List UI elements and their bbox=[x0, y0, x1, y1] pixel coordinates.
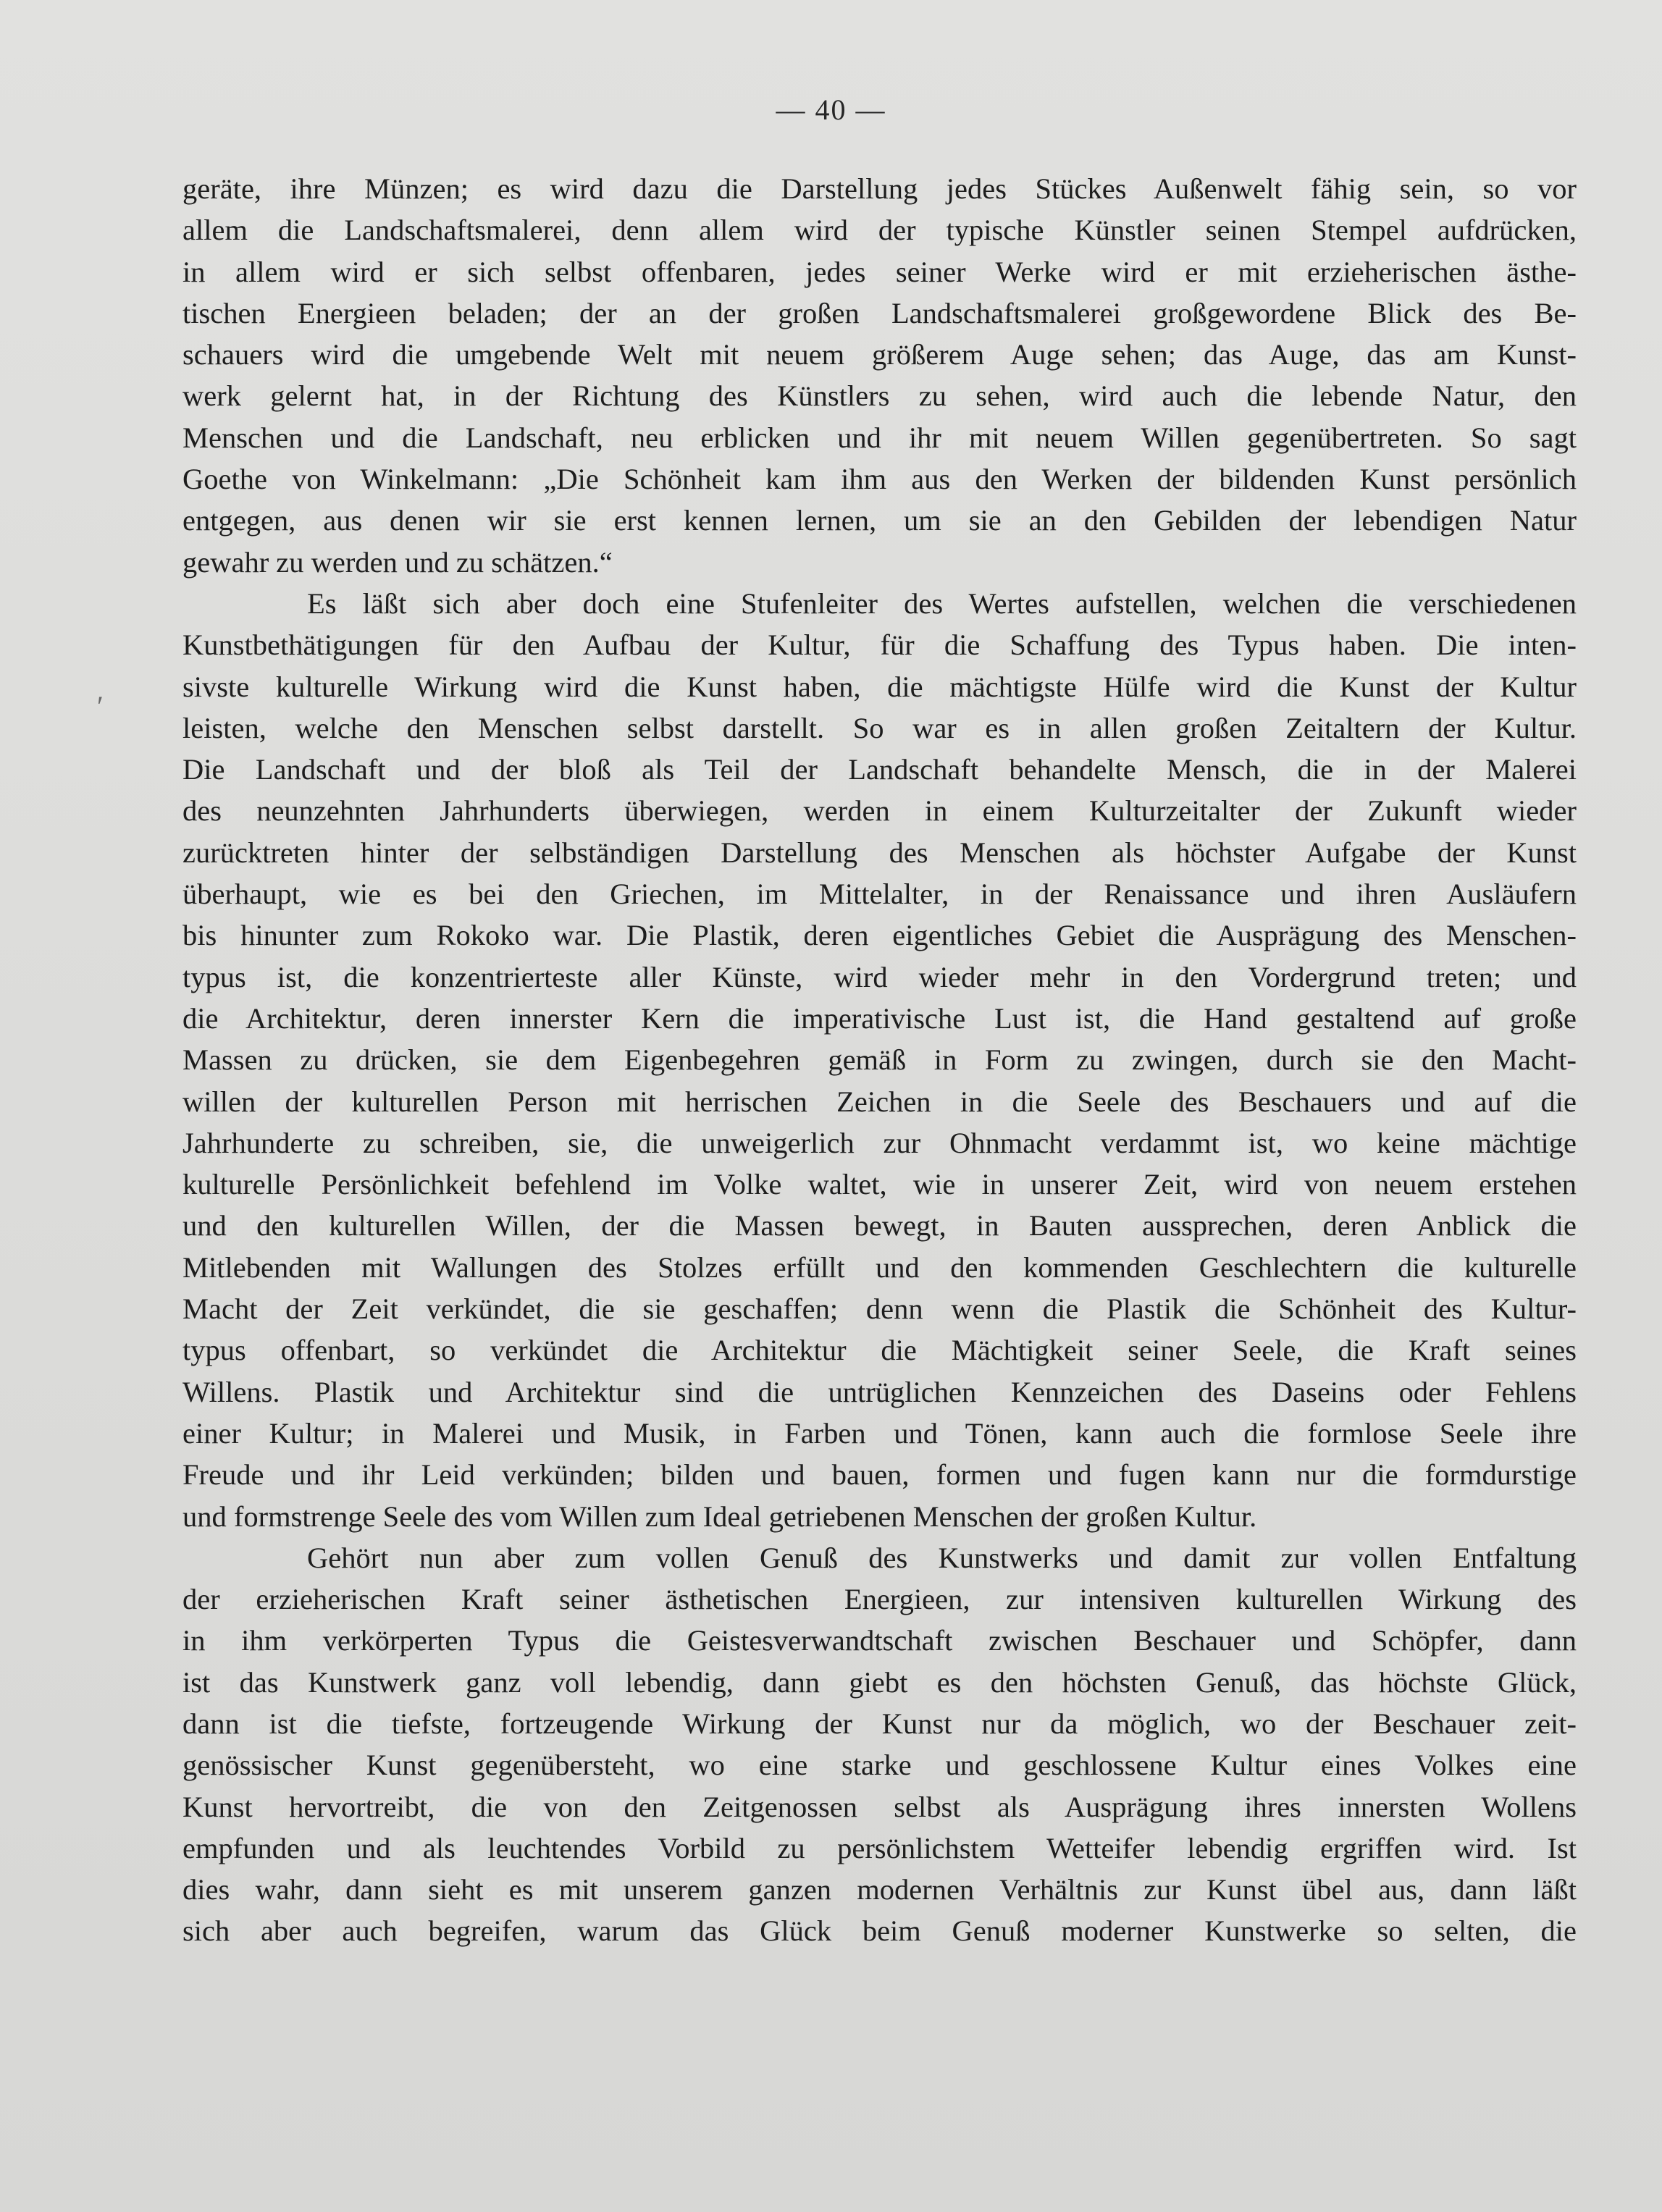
text-line bbox=[182, 1869, 1577, 1910]
text-line-content: Freude und ihr Leid verkünden; bilden und bauen, formen und fugen kann nur die formdurstige bbox=[182, 1458, 1577, 1492]
text-line bbox=[182, 1205, 1577, 1246]
text-line bbox=[182, 1620, 1577, 1661]
text-line bbox=[182, 1454, 1577, 1495]
text-line bbox=[182, 832, 1577, 873]
text-line bbox=[182, 1039, 1577, 1080]
text-line bbox=[182, 251, 1577, 293]
text-line-content: empfunden und als leuchtendes Vorbild zu persönlichstem Wetteifer lebendig ergriffen wird. Ist bbox=[182, 1831, 1577, 1864]
text-line-content: leisten, welche den Menschen selbst darstellt. So war es in allen großen Zeitaltern der Kultur. bbox=[182, 711, 1577, 744]
text-line-content: bis hinunter zum Rokoko war. Die Plastik, deren eigentliches Gebiet die Ausprägung des Menschen- bbox=[182, 919, 1577, 952]
text-line bbox=[182, 293, 1577, 334]
text-line bbox=[182, 168, 1577, 209]
text-line bbox=[182, 375, 1577, 416]
text-line-content: Kunst hervortreibt, die von den Zeitgenossen selbst als Ausprägung ihres innersten Wollens bbox=[182, 1790, 1577, 1823]
text-line bbox=[182, 458, 1577, 500]
text-line bbox=[182, 1371, 1577, 1413]
body-text bbox=[182, 168, 1577, 1952]
text-line bbox=[182, 998, 1577, 1039]
text-line bbox=[182, 749, 1577, 790]
text-line-content: Macht der Zeit verkündet, die sie geschaffen; denn wenn die Plastik die Schönheit des Kultur- bbox=[182, 1292, 1577, 1326]
text-line bbox=[182, 1164, 1577, 1205]
text-line bbox=[182, 1828, 1577, 1869]
text-line-content: und den kulturellen Willen, der die Massen bewegt, in Bauten aussprechen, deren Anblick die bbox=[182, 1209, 1577, 1242]
text-line-content: dies wahr, dann sieht es mit unserem ganzen modernen Verhältnis zur Kunst übel aus, dann läßt bbox=[182, 1873, 1577, 1906]
text-line-content: ist das Kunstwerk ganz voll lebendig, dann giebt es den höchsten Genuß, das höchste Glück, bbox=[182, 1665, 1577, 1699]
text-line bbox=[182, 1081, 1577, 1122]
text-line-content: schauers wird die umgebende Welt mit neuem größerem Auge sehen; das Auge, das am Kunst- bbox=[182, 338, 1577, 371]
text-line bbox=[182, 1247, 1577, 1288]
text-line-content: in allem wird er sich selbst offenbaren, jedes seiner Werke wird er mit erzieherischen ästhe- bbox=[182, 255, 1577, 288]
text-line-content: Mitlebenden mit Wallungen des Stolzes erfüllt und den kommenden Geschlechtern die kulturelle bbox=[182, 1250, 1577, 1284]
text-line bbox=[182, 1122, 1577, 1164]
page-number: — 40 — bbox=[776, 93, 886, 126]
text-line bbox=[182, 1910, 1577, 1951]
text-line bbox=[182, 334, 1577, 375]
text-line bbox=[182, 1662, 1577, 1703]
text-line-content: allem die Landschaftsmalerei, denn allem wird der typische Künstler seinen Stempel aufdrücken, bbox=[182, 214, 1577, 247]
text-line-content: typus offenbart, so verkündet die Architektur die Mächtigkeit seiner Seele, die Kraft seines bbox=[182, 1334, 1577, 1367]
text-line bbox=[182, 1578, 1577, 1620]
text-line-content: dann ist die tiefste, fortzeugende Wirkung der Kunst nur da möglich, wo der Beschauer zeit- bbox=[182, 1707, 1577, 1740]
text-line bbox=[182, 790, 1577, 831]
text-line bbox=[182, 500, 1577, 541]
text-line-content: in ihm verkörperten Typus die Geistesverwandtschaft zwischen Beschauer und Schöpfer, dann bbox=[182, 1624, 1577, 1657]
text-line-content: willen der kulturellen Person mit herrischen Zeichen in die Seele des Beschauers und auf die bbox=[182, 1085, 1577, 1118]
text-line-content: Die Landschaft und der bloß als Teil der Landschaft behandelte Mensch, die in der Malerei bbox=[182, 753, 1577, 786]
text-line bbox=[182, 1703, 1577, 1744]
text-line-content: geräte, ihre Münzen; es wird dazu die Darstellung jedes Stückes Außenwelt fähig sein, so vor bbox=[182, 172, 1577, 205]
text-line bbox=[182, 873, 1577, 914]
text-line bbox=[182, 1288, 1577, 1329]
text-line bbox=[182, 542, 1577, 583]
text-line bbox=[182, 624, 1577, 665]
text-line-content: werk gelernt hat, in der Richtung des Künstlers zu sehen, wird auch die lebende Natur, den bbox=[182, 379, 1577, 413]
text-line bbox=[182, 707, 1577, 749]
text-line bbox=[182, 1537, 1577, 1578]
text-line-content: zurücktreten hinter der selbständigen Darstellung des Menschen als höchster Aufgabe der Kunst bbox=[182, 836, 1577, 869]
text-line-content: typus ist, die konzentrierteste aller Künste, wird wieder mehr in den Vordergrund treten; und bbox=[182, 960, 1577, 993]
text-line bbox=[182, 666, 1577, 707]
text-line-content: Massen zu drücken, sie dem Eigenbegehren gemäß in Form zu zwingen, durch sie den Macht- bbox=[182, 1043, 1577, 1077]
text-line bbox=[182, 1413, 1577, 1454]
text-line-content: und formstrenge Seele des vom Willen zum Ideal getriebenen Menschen der großen Kultur. bbox=[182, 1500, 1257, 1533]
text-line-content: kulturelle Persönlichkeit befehlend im Volke waltet, wie in unserer Zeit, wird von neuem erstehen bbox=[182, 1168, 1577, 1201]
text-line-content: Kunstbethätigungen für den Aufbau der Kultur, für die Schaffung des Typus haben. Die inten- bbox=[182, 628, 1577, 662]
text-line bbox=[182, 1744, 1577, 1786]
text-line-content: Willens. Plastik und Architektur sind die untrüglichen Kennzeichen des Daseins oder Fehlens bbox=[182, 1375, 1577, 1408]
text-line-content: Jahrhunderte zu schreiben, sie, die unweigerlich zur Ohnmacht verdammt ist, wo keine mächtige bbox=[182, 1126, 1577, 1159]
text-line-content: überhaupt, wie es bei den Griechen, im Mittelalter, in der Renaissance und ihren Ausläufern bbox=[182, 878, 1577, 911]
text-line bbox=[182, 914, 1577, 956]
text-line bbox=[182, 583, 1577, 624]
text-line-content: Menschen und die Landschaft, neu erblicken und ihr mit neuem Willen gegenübertreten. So sagt bbox=[182, 421, 1577, 454]
text-line bbox=[182, 956, 1577, 998]
text-line-content: tischen Energieen beladen; der an der großen Landschaftsmalerei großgewordene Blick des Be- bbox=[182, 296, 1577, 329]
text-line-content: der erzieherischen Kraft seiner ästhetischen Energieen, zur intensiven kulturellen Wirkung des bbox=[182, 1583, 1577, 1616]
text-line bbox=[182, 1786, 1577, 1828]
text-line bbox=[182, 417, 1577, 458]
text-line bbox=[182, 1496, 1577, 1537]
text-line-content: sivste kulturelle Wirkung wird die Kunst haben, die mächtigste Hülfe wird die Kunst der Kultur bbox=[182, 670, 1577, 703]
margin-mark: ʹ bbox=[97, 690, 104, 723]
text-line-content: einer Kultur; in Malerei und Musik, in Farben und Tönen, kann auch die formlose Seele ihre bbox=[182, 1416, 1577, 1450]
text-line-content: entgegen, aus denen wir sie erst kennen lernen, um sie an den Gebilden der lebendigen Natur bbox=[182, 504, 1577, 537]
text-line bbox=[182, 209, 1577, 251]
text-line-content: Es läßt sich aber doch eine Stufenleiter des Wertes aufstellen, welchen die verschiedenen bbox=[307, 586, 1577, 620]
text-line-content: Gehört nun aber zum vollen Genuß des Kunstwerks und damit zur vollen Entfaltung bbox=[307, 1541, 1577, 1574]
text-line-content: sich aber auch begreifen, warum das Glück beim Genuß moderner Kunstwerke so selten, die bbox=[182, 1914, 1577, 1948]
text-line-content: des neunzehnten Jahrhunderts überwiegen, werden in einem Kulturzeitalter der Zukunft wieder bbox=[182, 794, 1577, 828]
text-line-content: die Architektur, deren innerster Kern die imperativische Lust ist, die Hand gestaltend auf große bbox=[182, 1001, 1577, 1035]
text-line-content: Goethe von Winkelmann: „Die Schönheit kam ihm aus den Werken der bildenden Kunst persönlich bbox=[182, 463, 1577, 496]
text-line bbox=[182, 1329, 1577, 1371]
text-line-content: genössischer Kunst gegenübersteht, wo eine starke und geschlossene Kultur eines Volkes eine bbox=[182, 1749, 1577, 1782]
text-line-content: gewahr zu werden und zu schätzen.“ bbox=[182, 545, 613, 579]
